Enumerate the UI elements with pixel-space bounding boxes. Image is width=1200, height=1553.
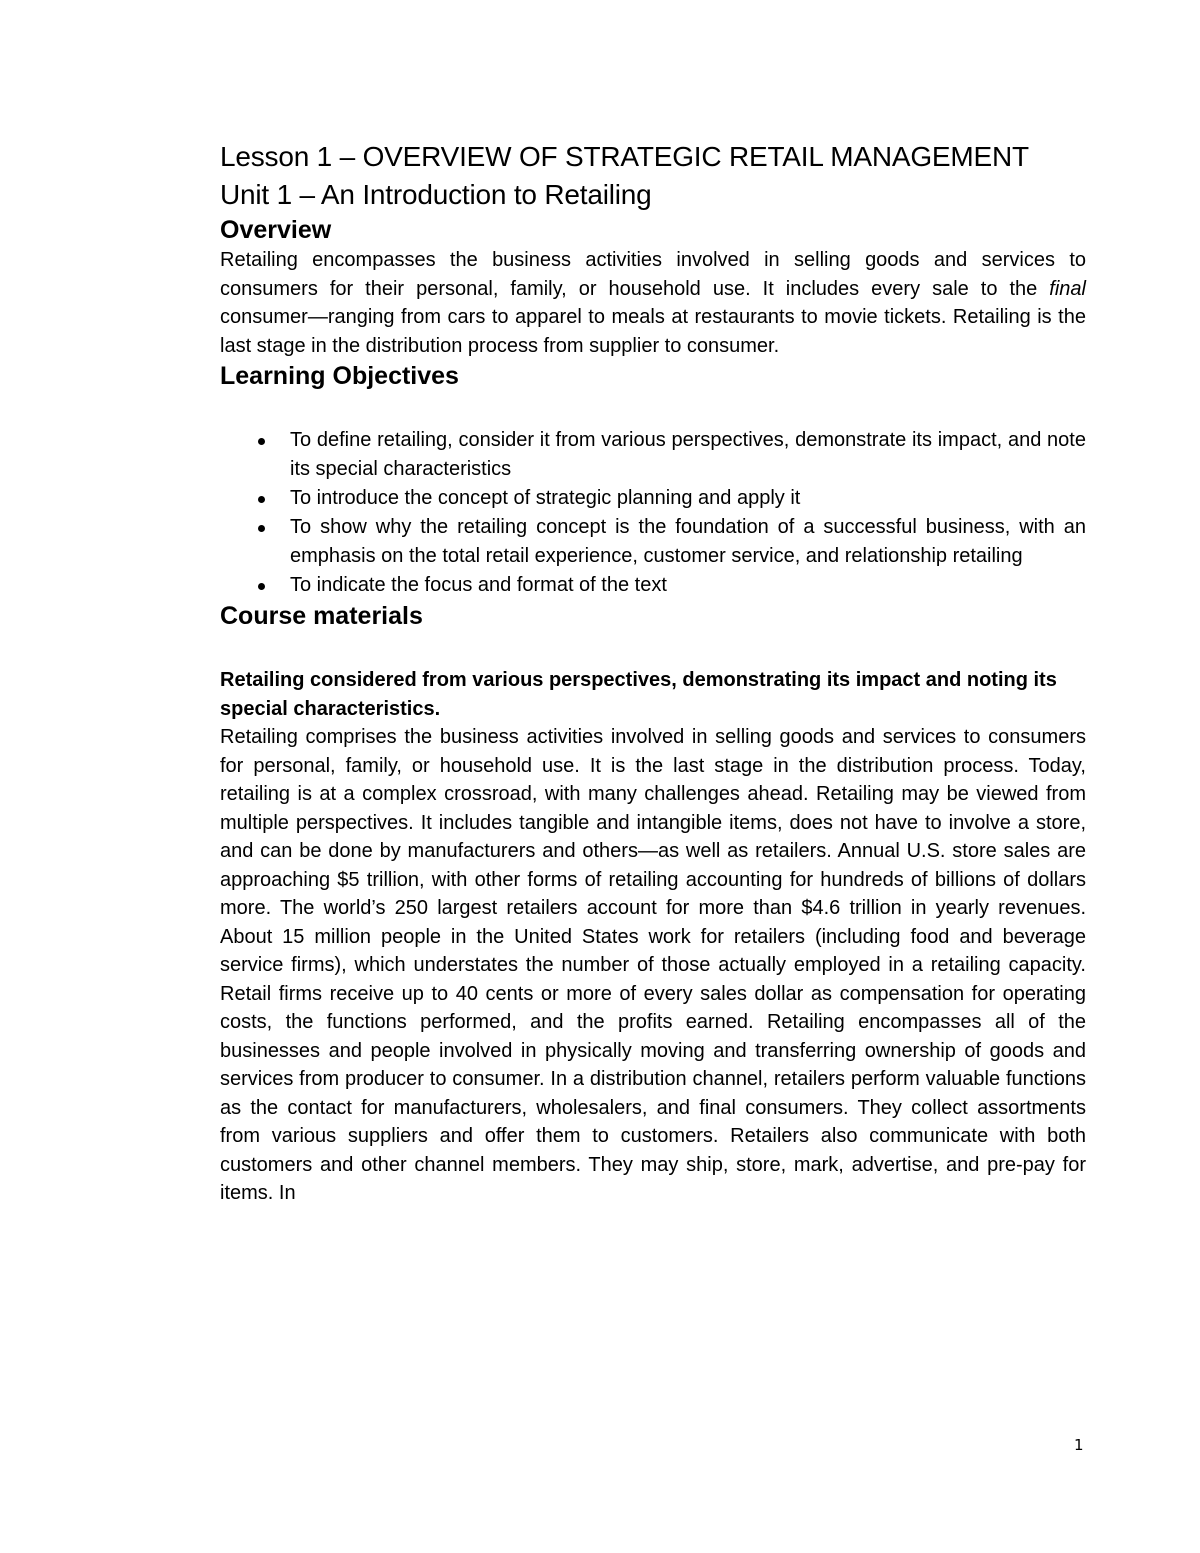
overview-text-start: Retailing encompasses the business activities involved in selling goods and services to consumers for their personal, family, or household use. It includes every sale to the xyxy=(220,249,1086,300)
objective-item: To show why the retailing concept is the foundation of a successful business, with an emphasis on the total retail experience, customer service, and relationship retailing xyxy=(290,513,1086,571)
objective-item: To introduce the concept of strategic planning and apply it xyxy=(290,484,1086,513)
document-page xyxy=(220,138,1086,1208)
lesson-title: Lesson 1 – OVERVIEW OF STRATEGIC RETAIL MANAGEMENT xyxy=(220,141,1029,172)
course-materials-heading: Course materials xyxy=(220,602,423,630)
learning-objectives-heading: Learning Objectives xyxy=(220,362,459,390)
course-materials-subheading: Retailing considered from various perspectives, demonstrating its impact and noting its special characteristics. xyxy=(220,669,1057,720)
overview-italic-word: final xyxy=(1049,277,1086,300)
overview-heading: Overview xyxy=(220,216,332,244)
page-number: 1 xyxy=(1074,1436,1084,1454)
overview-text-end: consumer—ranging from cars to apparel to meals at restaurants to movie tickets. Retailing is the last stage in the distribution process from supplier to consumer. xyxy=(220,306,1086,357)
unit-title: Unit 1 – An Introduction to Retailing xyxy=(220,179,652,210)
objective-item: To indicate the focus and format of the text xyxy=(290,571,1086,600)
learning-objectives-list xyxy=(220,426,1086,600)
objective-item: To define retailing, consider it from various perspectives, demonstrate its impact, and note its special characteristics xyxy=(290,426,1086,484)
course-materials-paragraph: Retailing comprises the business activities involved in selling goods and services to consumers for personal, family, or household use. It is the last stage in the distribution process. Today, retailing is at a complex crossroad, with many challenges ahead. Retailing may be viewed from multiple perspectives. It includes tangible and intangible items, does not have to involve a store, and can be done by manufacturers and others—as well as retailers. Annual U.S. store sales are approaching $5 trillion, with other forms of retailing accounting for hundreds of billions of dollars more. The world’s 250 largest retailers account for more than $4.6 trillion in yearly revenues. About 15 million people in the United States work for retailers (including food and beverage service firms), which understates the number of those actually employed in a retailing capacity. Retail firms receive up to 40 cents or more of every sales dollar as compensation for operating costs, the functions performed, and the profits earned. Retailing encompasses all of the businesses and people involved in physically moving and transferring ownership of goods and services from producer to consumer. In a distribution channel, retailers perform valuable functions as the contact for manufacturers, wholesalers, and final consumers. They collect assortments from various suppliers and offer them to customers. Retailers also communicate with both customers and other channel members. They may ship, store, mark, advertise, and pre-pay for items. In xyxy=(220,726,1086,1204)
overview-paragraph xyxy=(220,246,1086,360)
